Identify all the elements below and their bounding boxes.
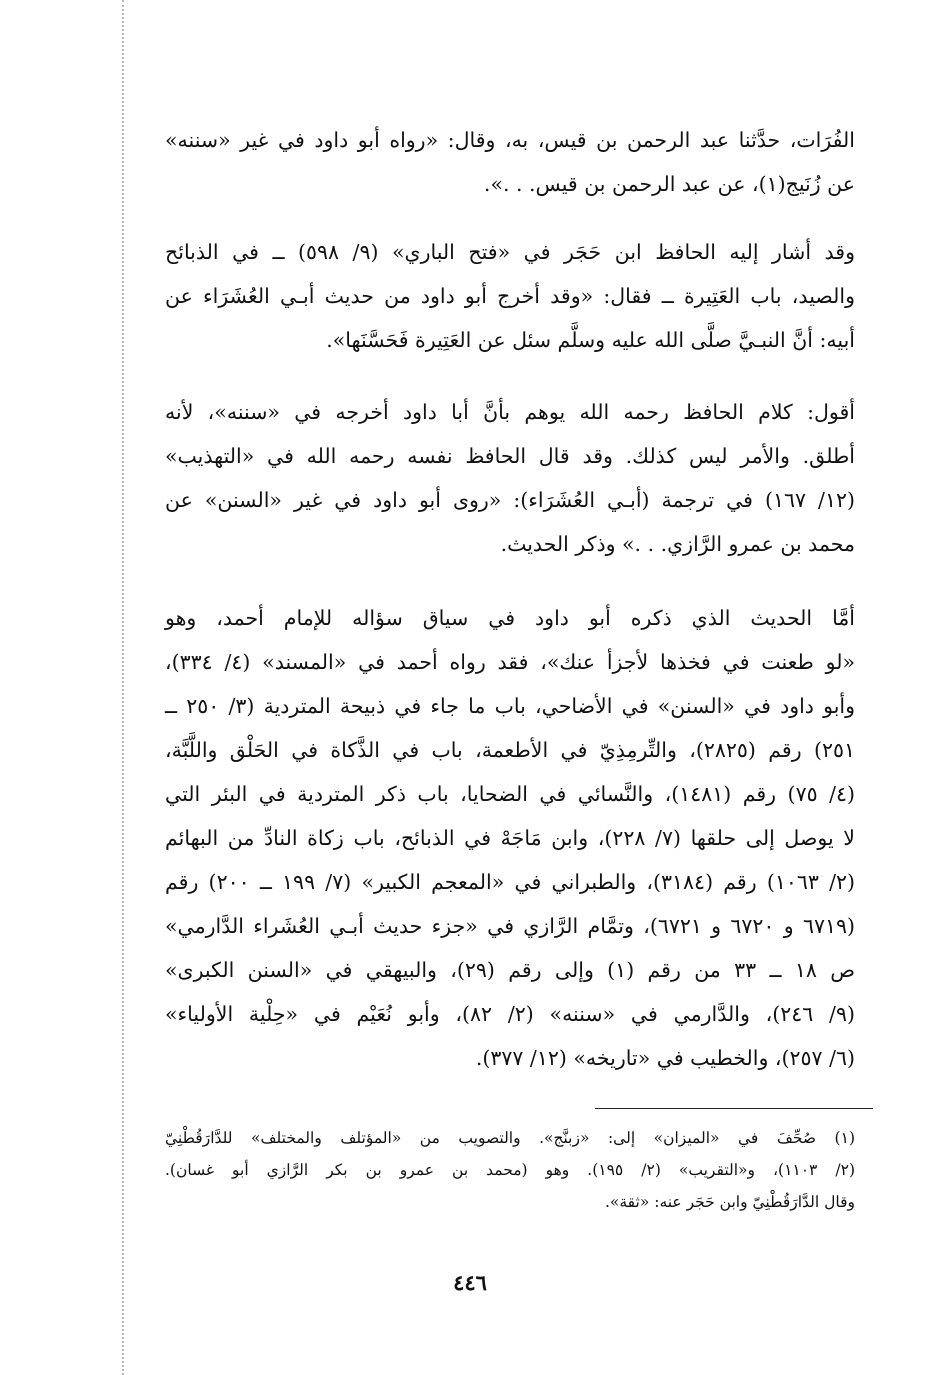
text-line: (١٢/ ١٦٧) في ترجمة (أبـي العُشَرَاء): «روى أبو داود في غير «السنن» عن	[165, 488, 855, 512]
page-number: ٤٤٦	[453, 1270, 487, 1295]
text-line: (٤/ ٧٥) رقم (١٤٨١)، والنَّسائي في الضحايا، باب ذكر المتردية في البئر التي	[165, 782, 855, 806]
footnote-line: (٢/ ١١٠٣)، و«التقريب» (٢/ ١٩٥). وهو (محمد بن عمرو بن بكر الرَّازي أبو غسان).	[165, 1161, 856, 1179]
text-line: ٢٥١) رقم (٢٨٢٥)، والتِّرمِذِيّ في الأطعمة، باب في الذَّكاة في الحَلْق واللَّبَّة،	[165, 738, 855, 762]
footnotes	[165, 1122, 855, 1218]
scan-gutter-line	[122, 0, 124, 1375]
paragraph	[165, 230, 855, 362]
footnote-line: وقال الدَّارَقُطْنِيّ وابن حَجَر عنه: «ثقة».	[604, 1193, 855, 1211]
paragraph	[165, 118, 855, 206]
text-line: ص ١٨ ــ ٣٣ من رقم (١) وإلى رقم (٢٩)، والبيهقي في «السنن الكبرى»	[165, 958, 855, 982]
text-line: (٩/ ٢٤٦)، والدَّارمي في «سننه» (٢/ ٨٢)، وأبو نُعَيْم في «حِلْية الأولياء»	[165, 1002, 855, 1026]
text-line: الفُرَات، حدَّثنا عبد الرحمن بن قيس، به، وقال: «رواه أبو داود في غير «سننه»	[165, 128, 855, 152]
text-line: أطلق. والأمر ليس كذلك. وقد قال الحافظ نفسه رحمه الله في «التهذيب»	[165, 444, 855, 468]
text-line: أقول: كلام الحافظ رحمه الله يوهم بأنَّ أبا داود أخرجه في «سننه»، لأنه	[165, 400, 855, 424]
text-line: «لو طعنت في فخذها لأجزأ عنك»، فقد رواه أحمد في «المسند» (٤/ ٣٣٤)،	[165, 650, 855, 674]
text-line: وقد أشار إليه الحافظ ابن حَجَر في «فتح الباري» (٩/ ٥٩٨) ــ في الذبائح	[165, 240, 855, 264]
text-line: محمد بن عمرو الرَّازي. . .» وذكر الحديث.	[500, 532, 855, 556]
text-line: والصيد، باب العَتِيرة ــ فقال: «وقد أخرج أبو داود من حديث أبـي العُشَرَاء عن	[165, 284, 855, 308]
text-line: أبيه: أنَّ النبـيَّ صلَّى الله عليه وسلَّم سئل عن العَتِيرة فَحَسَّنَها».	[326, 328, 855, 352]
text-line: (٦٧١٩ و ٦٧٢٠ و ٦٧٢١)، وتمَّام الرَّازي في «جزء حديث أبـي العُشَراء الدَّارمي»	[165, 914, 855, 938]
text-line: (٢/ ١٠٦٣) رقم (٣١٨٤)، والطبراني في «المعجم الكبير» (٧/ ١٩٩ ــ ٢٠٠) رقم	[165, 870, 856, 894]
text-line: (٦/ ٢٥٧)، والخطيب في «تاريخه» (١٢/ ٣٧٧).	[475, 1046, 855, 1070]
paragraph	[165, 596, 855, 1080]
paragraph	[165, 390, 855, 566]
footnote-line: (١) صُحِّفَ في «الميزان» إلى: «زبنَّج». والتصويب من «المؤتلف والمختلف» للدَّارَقُطْنِيّ	[165, 1129, 855, 1147]
text-line: لا يوصل إلى حلقها (٧/ ٢٢٨)، وابن مَاجَهْ في الذبائح، باب زكاة النادِّ من البهائم	[165, 826, 855, 850]
footnote-separator	[595, 1108, 873, 1109]
text-line: وأبو داود في «السنن» في الأضاحي، باب ما جاء في ذبيحة المتردية (٣/ ٢٥٠ ــ	[165, 694, 856, 718]
text-line: أمَّا الحديث الذي ذكره أبو داود في سياق سؤاله للإمام أحمد، وهو	[165, 606, 855, 630]
text-line: عن زُنَيج(١)، عن عبد الرحمن بن قيس. . .».	[483, 172, 855, 196]
